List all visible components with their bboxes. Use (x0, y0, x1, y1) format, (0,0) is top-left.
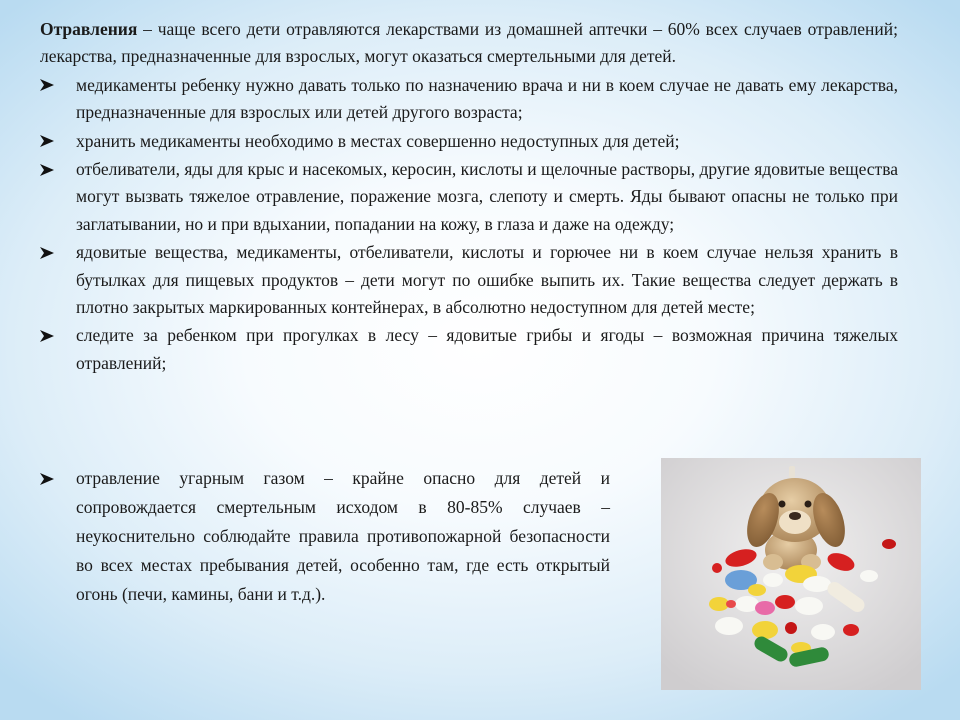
list-item (40, 239, 898, 321)
toy-dog-with-pills-photo (661, 458, 921, 690)
list-item (40, 128, 898, 155)
arrowhead-bullet-icon (40, 72, 58, 99)
list-item-text: отравление угарным газом – крайне опасно для детей и сопровождается смертельным исходом в 80-85% случаев – неукоснительно соблюдайте правила противопожарной безопасности во всех местах пребывания детей, особенно там, где есть открытый огонь (печи, камины, бани и т.д.). (76, 468, 610, 604)
list-item (40, 156, 898, 238)
arrowhead-bullet-icon (40, 156, 58, 183)
arrowhead-bullet-icon (40, 464, 58, 493)
lower-text-block (40, 464, 610, 610)
arrowhead-bullet-icon (40, 128, 58, 155)
list-item-text: отбеливатели, яды для крыс и насекомых, керосин, кислоты и щелочные растворы, другие ядовитые вещества могут вызвать тяжелое отравление, поражение мозга, слепоту и смерть. Яды бывают опасны не только при заглатывании, но и при вдыхании, попадании на кожу, в глаза и даже на одежду; (76, 159, 899, 234)
list-item (40, 72, 898, 127)
bullet-list (40, 72, 898, 377)
intro-paragraph (40, 16, 898, 71)
list-item-text: следите за ребенком при прогулках в лесу – ядовитые грибы и ягоды – возможная причина тяжелых отравлений; (76, 325, 898, 373)
list-item-text: ядовитые вещества, медикаменты, отбеливатели, кислоты и горючее ни в коем случае нельзя хранить в бутылках для пищевых продуктов – дети могут по ошибке выпить их. Такие вещества следует держать в плотно закрытых маркированных контейнерах, в абсолютно недоступном для детей месте; (76, 242, 898, 318)
intro-text: – чаще всего дети отравляются лекарствами из домашней аптечки – 60% всех случаев отравлений; лекарства, предназначенные для взрослых, могут оказаться смертельными для детей. (40, 19, 898, 67)
lower-bullet-list (40, 464, 610, 609)
list-item (40, 322, 898, 377)
arrowhead-bullet-icon (40, 322, 58, 349)
intro-title: Отравления (40, 19, 138, 39)
arrowhead-bullet-icon (40, 239, 58, 266)
list-item (40, 464, 610, 609)
main-text-block (40, 16, 898, 378)
list-item-text: медикаменты ребенку нужно давать только по назначению врача и ни в коем случае не давать ему лекарства, предназначенные для взрослых или детей другого возраста; (76, 74, 898, 123)
list-item-text: хранить медикаменты необходимо в местах совершенно недоступных для детей; (76, 130, 680, 151)
